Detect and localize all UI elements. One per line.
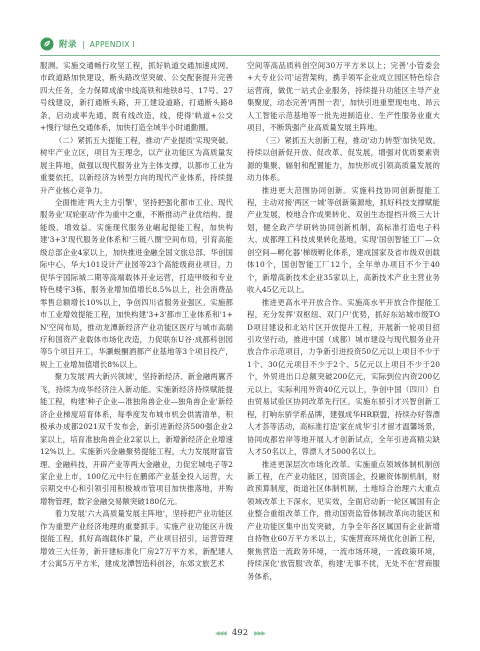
paragraph: 全面推进'两大主力引擎'，坚持把强化都市工业、现代服务业'双轮驱动'作为重中之重，不断推动产业优结构、提能级、增效益。实施现代服务业崛起提能工程，加快构建'3+3'现代服务业体系和'三链八圈'空间布局，引育高能级总部企业4家以上，加快推进金融全国文旅总部、华创国际中心，华大101设计产业园等23个高能级商业项目，力促华宇国际城二期等高端载体开业运营，打造甲级和专业特色楼宇3栋，服务业增加值增长8.5%以上，社会消费品零售总额增长10%以上，争创四川省服务业强区。实施都市工业增效提能工程，加快构建'3+3'都市工业体系和'1+N'空间布局，推动龙潭新经济产业功能区医疗与城市高端疗和国资产业载体市场化改造，力促联东U谷·成都科创园等5个项目开工，华灏蜕酮酒都产业基地等3个项目投产，规上工业增加值增长8%以上。	[40, 197, 233, 369]
paragraph: 聚力发展'两大新兴领域'，坚持新经济、新金融两翼齐飞，持续为成华经济注入新动能。实施新经济持续赋能提能工程，构建'种子企业—准独角兽企业—独角兽企业'新经济企业梯度培育体系，每季度发布城市机会供需清单，积极承办成都2021双千发布会，新引进新经济500强企业2家以上，培育准独角兽企业2家以上，新增新经济企业增速12%以上。实施新兴金融聚势提能工程，大力发展财富管理、金融科技，开辟产业等两大金融业，力促宏城电子等2家企业上市，100亿元中行在鹏郎产业基金投入运营，大宗期交中心和引领引用积极城市管项目加快推落地，并购增物管理，数字金融交易额突破180亿元。	[40, 372, 233, 506]
leaf-logo-icon	[40, 37, 54, 51]
paragraph: 推进更深层次市场化改革。实施重点领域体制机制创新工程，在产业功能区，国资国企，投融资体制机制，财政预算制度，街道社区体制机制，土地综合治理六大重点领域改革上下深水，见实效，全面启动新一轮区属国有企业整合重组改革工作，推动国资监管体制改革向功能区和产业功能区集中出发突破，力争全年各区属国有企业新增自持物业60万平方米以上，实施营商环境优化创新工程，聚焦营造一流政务环境，一流市场环境，一流政策环境，持续深化'放管服'改革，构建'无事不扰，无处不在'营商服务体系，	[247, 459, 440, 581]
header-separator: |	[82, 39, 85, 49]
header-rule	[40, 55, 440, 56]
footer-left-ornament: ◀◀◀	[215, 629, 226, 637]
page-footer	[0, 628, 480, 638]
page-number: 492	[231, 628, 249, 638]
paragraph: 着力发展'六大高质量发展主阵地'，坚持把产业功能区作为重塑产业经济地理的重要抓手。实施产业功能区升级提能工程，抓好高端载体扩量，产业项目招引，运营管理增效三大任务，新开建标准化厂房27万平方米，新配建人才公寓5万平方米，建成龙潭智造科创谷，东郊文旅艺术	[40, 509, 233, 569]
left-column	[40, 60, 233, 620]
running-header	[40, 36, 135, 52]
paragraph: 推进更高水平开放合作。实施高水平开放合作提能工程，充分发挥'双枢纽、双门户'优势，抓好东站城市级TOD项目建设和北站片区开放提升工程，开展新一轮项目招引攻坚行动，推进中国（成都）城市建设与现代服务业开放合作示范项目，力争新引进投资50亿元以上项目不少于1个、30亿元项目不少于2个、5亿元以上项目不少于20个，外贸进出口总额突破200亿元，实际到位内资200亿元以上，实际利用外资40亿元以上，争创中国（四川）自由贸易试验区协同改革先行区。实施东骄引才兴智创新工程，打响东骄学系品牌，建强成华HR联盟，持续办好蓉漂人才荟等活动，高标准打造'家在成华'引才留才温馨场景，协同成都岩岸等地开展人才创新试点，全年引进高精尖缺人才50名以上，蓉漂人才5000名以上。	[247, 297, 440, 457]
footer-right-ornament: ▶▶▶	[254, 629, 265, 637]
paragraph: 推进更大范围协同创新。实施科技协同创新提能工程，主动对接'两区一城'等创新策源地，抓好科技支撑赋能产业发展，校地合作成果转化、双创生态提档升级三大计划，健全政产学研转协同创新机制，高标准打造电子科大、成都理工科技成果转化基地，实现'国创智能工厂—众创空间—孵化器'梯级孵化体系，建成国家及省市级双创载体10个，国创智能工厂12个，全年单办项目不少于40个，新增高新技术企业35家以上，高新技术产业主营业务收入45亿元以上。	[247, 185, 440, 295]
paragraph: 服测。实施交通畅行攻坚工程，抓好轨道交通加速成网、市政道路加快建设，断头路改坚突破、公交配套提升完善四大任务，全力保障成渝中线高铁和地铁8号、17号、27号线建设，新打通断头路，开工建设道路，打通断头路8条，启动或率先通，既有线改造，线，使得'轨道+公交+慢行'绿色交通体系，加快打造全域半小时通勤圈。	[40, 61, 233, 133]
paragraph: （三）紧抓五大创新工程，推动'动力转型'加快见效。持续以创新促开放、促改革、促发展，增强对优质要素资源的集聚、辐射和配置能力，加快形成引领高质量发展的动力体系。	[247, 135, 440, 183]
header-section-cn: 附录	[59, 40, 78, 50]
paragraph: 空间等高品质科创空间30万平方米以上；完善'小管委会+大专业公司'运营架构，携手领军企业成立园区特色综合运营商，做优一站式企业服务，持续提升功能区主导产业集聚度，动态完善'两图一表'，加快引进重塑现电电、昂云人工智能示范基地等一批先进制造业、生产性服务业重大项目，不断筑强产业高质量发展主阵地。	[247, 61, 440, 133]
body-columns	[40, 60, 440, 620]
header-section-en: APPENDIX I	[89, 39, 135, 49]
right-column	[247, 60, 440, 620]
paragraph: （二）紧抓五大提能工程，推动'产业提质'实现突破。树牢产业立区，项目为王理念，以产业功能区为高质量发展主阵地，做强以现代服务业为主体支撑，以都市工业为重要依托，以新经济为转型方向的现代产业体系，持续提升产业核心竞争力。	[40, 135, 233, 195]
